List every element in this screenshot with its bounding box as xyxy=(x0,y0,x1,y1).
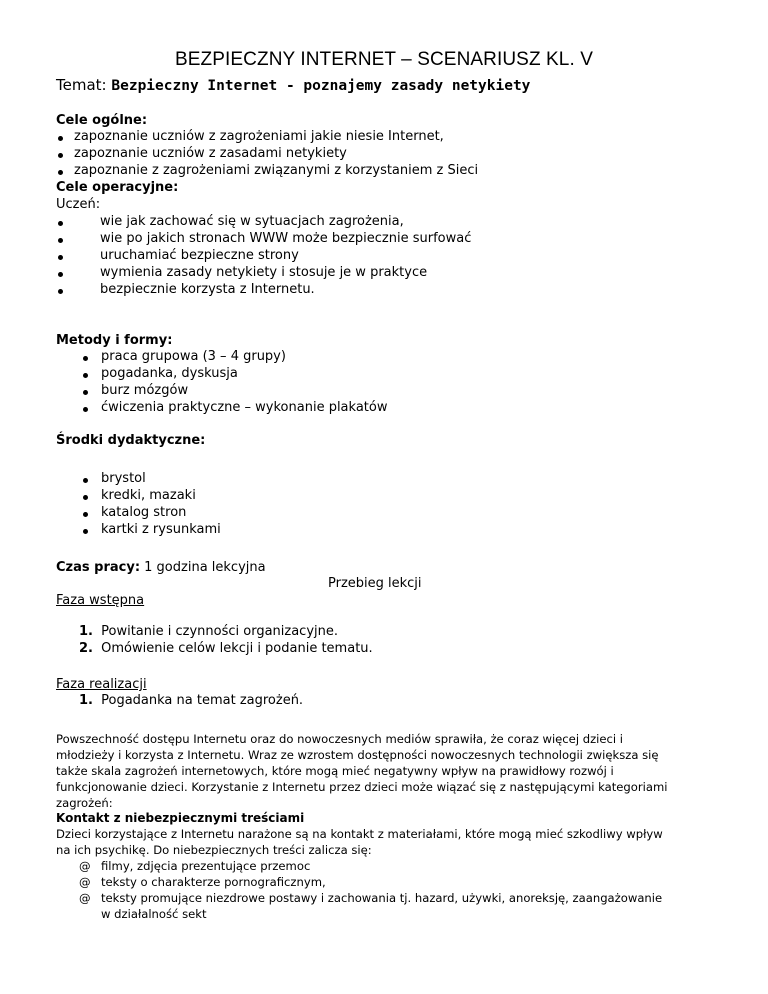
main-phase-heading: Faza realizacji xyxy=(56,677,147,692)
bullet-icon xyxy=(83,373,88,378)
item-number: 2. xyxy=(79,641,93,656)
paragraph-line: Powszechność dostępu Internetu oraz do nowoczesnych mediów sprawiła, że coraz więcej dzieci i xyxy=(56,732,624,746)
paragraph-line: Dzieci korzystające z Internetu narażone są na kontakt z materiałami, które mogą mieć szkodliwy wpływ xyxy=(56,827,663,841)
bullet-icon xyxy=(58,255,63,260)
method-item: ćwiczenia praktyczne – wykonanie plakatów xyxy=(101,400,388,415)
general-goals-heading: Cele ogólne: xyxy=(56,113,148,128)
operational-goal-item: wymienia zasady netykiety i stosuje je w praktyce xyxy=(100,265,428,280)
document-title: BEZPIECZNY INTERNET – SCENARIUSZ KL. V xyxy=(174,49,594,70)
operational-goal-item: uruchamiać bezpieczne strony xyxy=(100,248,299,263)
topic-line xyxy=(56,76,530,94)
operational-goal-item: wie po jakich stronach WWW może bezpiecznie surfować xyxy=(100,231,472,246)
intro-phase-item xyxy=(79,641,373,657)
bullet-icon xyxy=(58,272,63,277)
bullet-icon xyxy=(58,136,63,141)
intro-phase-item xyxy=(79,624,338,640)
bullet-icon xyxy=(58,221,63,226)
general-goal-item: zapoznanie uczniów z zasadami netykiety xyxy=(74,146,347,161)
at-bullet-icon: @ xyxy=(79,875,91,889)
paragraph-line: młodzieży i korzysta z Internetu. Wraz ze wzrostem dostępności nowoczesnych technologii zwiększa się xyxy=(56,748,659,762)
general-goal-item: zapoznanie z zagrożeniami związanymi z korzystaniem z Sieci xyxy=(74,163,479,178)
operational-goal-item: bezpiecznie korzysta z Internetu. xyxy=(100,282,315,297)
method-item: burz mózgów xyxy=(101,383,189,398)
teaching-aid-item: kartki z rysunkami xyxy=(101,522,221,537)
methods-heading: Metody i formy: xyxy=(56,333,173,348)
teaching-aid-item: brystol xyxy=(101,471,146,486)
lesson-plan-heading: Przebieg lekcji xyxy=(328,576,422,591)
dangerous-content-heading: Kontakt z niebezpiecznymi treściami xyxy=(56,811,305,825)
bullet-icon xyxy=(58,289,63,294)
at-bullet-icon: @ xyxy=(79,891,91,905)
teaching-aid-item: kredki, mazaki xyxy=(101,488,196,503)
teaching-aid-item: katalog stron xyxy=(101,505,187,520)
method-item: pogadanka, dyskusja xyxy=(101,366,238,381)
dangerous-content-item: teksty promujące niezdrowe postawy i zachowania tj. hazard, używki, anoreksję, zaangażowanie xyxy=(101,891,663,905)
at-bullet-icon: @ xyxy=(79,859,91,873)
intro-phase-heading: Faza wstępna xyxy=(56,593,145,608)
bullet-icon xyxy=(83,478,88,483)
operational-goals-heading: Cele operacyjne: xyxy=(56,180,179,195)
operational-goal-item: wie jak zachować się w sytuacjach zagrożenia, xyxy=(100,214,404,229)
method-item: praca grupowa (3 – 4 grupy) xyxy=(101,349,286,364)
item-number: 1. xyxy=(79,693,93,708)
dangerous-content-item-continued: w działalność sekt xyxy=(101,907,207,921)
operational-goals-intro: Uczeń: xyxy=(56,197,101,212)
paragraph-line: funkcjonowanie dzieci. Korzystanie z Internetu przez dzieci może wiązać się z następującymi kategoriami xyxy=(56,780,668,794)
paragraph-line: na ich psychikę. Do niebezpiecznych treści zalicza się: xyxy=(56,843,372,857)
topic-value: Bezpieczny Internet - poznajemy zasady netykiety xyxy=(111,78,531,94)
paragraph-line: także skala zagrożeń internetowych, które mogą mieć negatywny wpływ na prawidłowy rozwój i xyxy=(56,764,614,778)
item-text: Omówienie celów lekcji i podanie tematu. xyxy=(101,641,373,656)
bullet-icon xyxy=(83,495,88,500)
bullet-icon xyxy=(83,390,88,395)
dangerous-content-item: filmy, zdjęcia prezentujące przemoc xyxy=(101,859,311,873)
bullet-icon xyxy=(83,529,88,534)
paragraph-line: zagrożeń: xyxy=(56,796,113,810)
duration-label: Czas pracy: xyxy=(56,560,141,575)
bullet-icon xyxy=(83,407,88,412)
item-number: 1. xyxy=(79,624,93,639)
general-goal-item: zapoznanie uczniów z zagrożeniami jakie niesie Internet, xyxy=(74,129,444,144)
topic-label: Temat: xyxy=(56,76,107,94)
bullet-icon xyxy=(83,512,88,517)
item-text: Pogadanka na temat zagrożeń. xyxy=(101,693,304,708)
main-phase-item xyxy=(79,693,303,709)
item-text: Powitanie i czynności organizacyjne. xyxy=(101,624,339,639)
bullet-icon xyxy=(58,153,63,158)
bullet-icon xyxy=(83,356,88,361)
duration-value: 1 godzina lekcyjna xyxy=(144,560,266,575)
dangerous-content-item: teksty o charakterze pornograficznym, xyxy=(101,875,326,889)
duration-line xyxy=(56,560,266,576)
bullet-icon xyxy=(58,170,63,175)
bullet-icon xyxy=(58,238,63,243)
teaching-aids-heading: Środki dydaktyczne: xyxy=(56,433,206,448)
